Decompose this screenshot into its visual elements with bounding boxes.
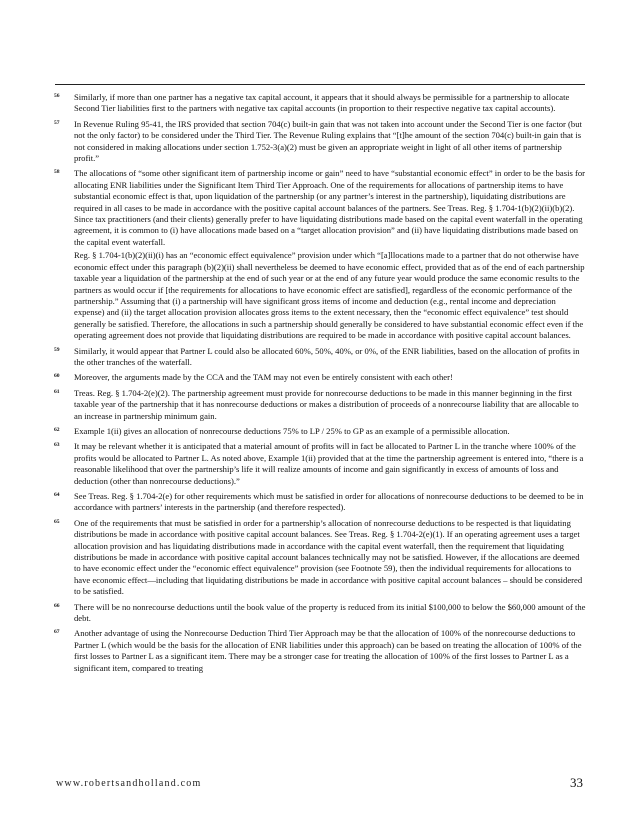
footnotes-section xyxy=(54,92,586,678)
page-number: 33 xyxy=(570,775,583,790)
footnote-59 xyxy=(54,346,586,369)
footnote-number: 59 xyxy=(54,346,60,353)
footnote-number: 57 xyxy=(54,119,60,126)
footnote-number: 66 xyxy=(54,602,60,609)
footnote-56 xyxy=(54,92,586,115)
footnote-text: Example 1(ii) gives an allocation of nonrecourse deductions 75% to LP / 25% to GP as an example of a permissible allocation. xyxy=(74,425,510,436)
footnote-separator-rule xyxy=(55,84,585,85)
footnote-text: Treas. Reg. § 1.704-2(e)(2). The partnership agreement must provide for nonrecourse deductions to be made in this manner beginning in the first taxable year of the partnership that it has nonrecourse deductions or makes a distribution of proceeds of a nonrecourse liability that are allocable to an increase in partnership minimum gain. xyxy=(74,387,579,421)
footnote-number: 67 xyxy=(54,629,60,636)
footnote-text: There will be no nonrecourse deductions until the book value of the property is reduced from its initial $100,000 to below the $60,000 amount of the debt. xyxy=(74,601,586,624)
footnote-58 xyxy=(54,168,586,341)
footnote-number: 65 xyxy=(54,518,60,525)
footnote-number: 62 xyxy=(54,426,60,433)
footnote-60 xyxy=(54,372,586,383)
footnote-number: 58 xyxy=(54,169,60,176)
footnote-text: The allocations of “some other significant item of partnership income or gain” need to have “substantial economic effect” in order to be the basis for allocating ENR liabilities under the Significant Item Third Tier Approach. One of the requirements for allocations of partnership items to have substantial economic effect is that, upon liquidation of the partnership (or any partner’s interest in the partnership), liquidating distributions are required in all cases to be made in accordance with the positive capital account balances of the partners. See Treas. Reg. § 1.704-1(b)(2)(ii)(b)(2). Since tax practitioners (and their clients) generally prefer to have liquidating distributions made based on the capital event waterfall in the operating agreement, it is common to (i) have allocations made based on a “target allocation provision” and (ii) have liquidating distributions made based on the capital event waterfall. xyxy=(74,168,585,247)
footnote-number: 61 xyxy=(54,388,60,395)
footnote-61 xyxy=(54,388,586,422)
footnote-67 xyxy=(54,628,586,674)
footnote-text: In Revenue Ruling 95-41, the IRS provided that section 704(c) built-in gain that was not taken into account under the Second Tier is one factor (but not the only factor) to be considered under the Third Tier. The Revenue Ruling explains that “[t]he amount of the section 704(c) built-in gain that is not considered in making allocations under section 1.752-3(a)(2) must be given an appropriate weight in light of all other items of partnership profit.” xyxy=(74,118,582,164)
footnote-number: 56 xyxy=(54,93,60,99)
footer-website-url: www.robertsandholland.com xyxy=(56,778,202,789)
footnote-text: It may be relevant whether it is anticipated that a material amount of profits will in fact be allocated to Partner L in the tranche where 100% of the profits would be allocated to Partner L. As noted above, Example 1(ii) provided that at the time the partnership agreement is entered into, “there is a reasonable likelihood that over the partnership’s life it will realize amounts of income and gain significantly in excess of amounts of loss and deduction (other than nonrecourse deductions).” xyxy=(74,441,584,486)
footnote-text: Another advantage of using the Nonrecourse Deduction Third Tier Approach may be that the allocation of 100% of the nonrecourse deductions to Partner L (which would be the basis for the allocation of ENR liabilities under this approach) can be based on treating the allocation of 100% of the first losses to Partner L as a significant item. There may be a stronger case for treating the allocation of 100% of the first losses to Partner L as a significant item, compared to treating xyxy=(74,628,582,673)
footnote-64 xyxy=(54,491,586,514)
footnote-text: See Treas. Reg. § 1.704-2(e) for other requirements which must be satisfied in order for allocations of nonrecourse deductions to be deemed to be in accordance with partners’ interests in the partnership (and therefore respected). xyxy=(74,491,584,513)
footnote-text-continued: Reg. § 1.704-1(b)(2)(ii)(i) has an “economic effect equivalence” provision under which “[a]llocations made to a partner that do not otherwise have economic effect under this paragraph (b)(2)(ii) shall nevertheless be deemed to have economic effect, provided that as of the end of each partnership taxable year a liquidation of the partnership at the end of such year or at the end of any future year would produce the same economic results to the partners as would occur if [the requirements for allocations to have economic effect are satisfied], regardless of the economic performance of the partnership.” Assuming that (i) a partnership will have significant gross items of income and deduction (e.g., rental income and depreciation expense) and (ii) the target allocation provision allocates gross items to the extent necessary, then the “economic effect equivalence” test should generally be satisfied. Therefore, the allocations in such a partnership should generally be considered to have substantial economic effect even if the operating agreement does not provide that liquidating distributions are required to be made in accordance with positive capital account balances. xyxy=(74,250,585,341)
footnote-text: One of the requirements that must be satisfied in order for a partnership’s allocation of nonrecourse deductions to be respected is that liquidating distributions be made in accordance with positive capital account balances. See Treas. Reg. § 1.704-2(e)(1). If an operating agreement uses a target allocation provision and has liquidating distributions made in accordance with the capital event waterfall, then the requirement that liquidating distributions be made in accordance with positive capital account balances technically may not be satisfied. However, if the allocations are deemed to have economic effect under the “economic effect equivalence” provision (see Footnote 59), then the individual requirements for allocations to have economic effect—including that liquidating distributions be made in accordance with positive capital account balances – should be considered to be satisfied. xyxy=(74,517,583,597)
footnote-57 xyxy=(54,119,586,165)
footnote-text: Similarly, it would appear that Partner L could also be allocated 60%, 50%, 40%, or 0%, of the ENR liabilities, based on the allocation of profits in the other tranches of the waterfall. xyxy=(74,345,580,367)
footnote-63 xyxy=(54,441,586,487)
footnote-number: 63 xyxy=(54,442,60,449)
footnote-text: Similarly, if more than one partner has a negative tax capital account, it appears that it should always be permissible for a partnership to allocate Second Tier liabilities first to the partners with negative tax capital accounts (in proportion to their respective negative tax capital accounts). xyxy=(74,92,570,114)
footnote-number: 60 xyxy=(54,373,60,380)
footnote-66 xyxy=(54,602,586,625)
footnote-text: Moreover, the arguments made by the CCA and the TAM may not even be entirely consistent with each other! xyxy=(74,372,453,383)
footnote-62 xyxy=(54,426,586,437)
footnote-65 xyxy=(54,518,586,598)
footnote-number: 64 xyxy=(54,492,60,498)
